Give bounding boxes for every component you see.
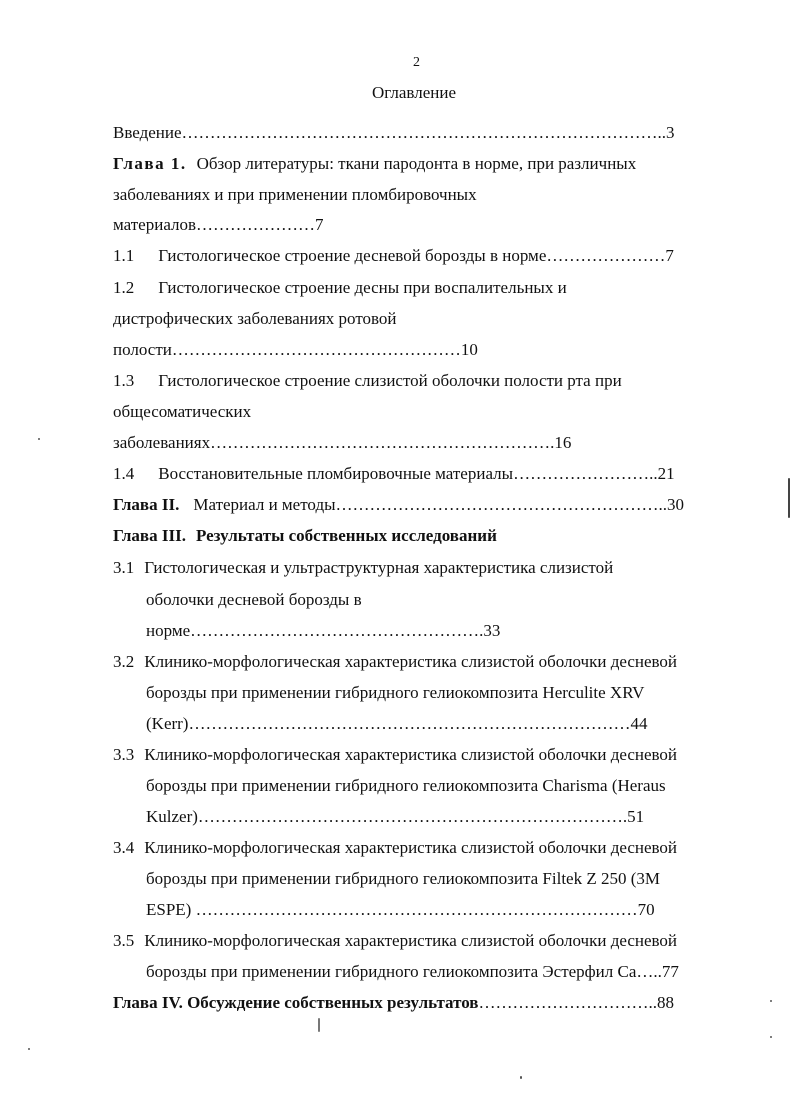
toc-entry-intro — [113, 123, 675, 143]
toc-page-number: 51 — [627, 807, 645, 826]
toc-page-number: 77 — [661, 962, 679, 981]
toc-chapter-label: Глава IV. — [113, 993, 183, 1012]
scan-artifact — [520, 1076, 522, 1079]
toc-section-number: 1.2 — [113, 278, 135, 297]
toc-chapter-label: Глава III. — [113, 526, 186, 545]
toc-section-3-3: 3.3 Клинико-морфологическая характеристика слизистой оболочки десневой — [113, 745, 678, 764]
toc-section-3-2-line2: борозды при применении гибридного гелиокомпозита Herculite XRV — [146, 683, 645, 702]
toc-section-1-3-line2: общесоматических — [113, 402, 252, 421]
toc-chapter-3: Глава III. Результаты собственных исследований — [113, 526, 497, 545]
toc-chapter-2: Глава II. Материал и методы…………………………………………………..30 — [113, 495, 685, 514]
toc-page-number: 33 — [483, 621, 501, 640]
toc-leader-dots: …………………………………………………………………… — [195, 900, 638, 919]
toc-leader-dots: …………………….. — [513, 464, 658, 483]
toc-section-number: 3.5 — [113, 931, 135, 950]
toc-section-1-1: 1.1 Гистологическое строение десневой борозды в норме…………………7 — [113, 246, 674, 265]
toc-page-number: 21 — [657, 464, 675, 483]
toc-chapter-label: Глава 1. — [113, 154, 187, 173]
toc-section-3-1-line3: норме…………………………………………….33 — [146, 621, 501, 640]
scan-artifact — [770, 1036, 772, 1038]
toc-chapter-1-line2: заболеваниях и при применении пломбировочных — [113, 185, 477, 204]
toc-leader-dots: ………………………………………………….. — [335, 495, 668, 514]
toc-section-3-1-line2: оболочки десневой борозды в — [146, 590, 362, 609]
toc-leader-dots: ……………………………………………………. — [210, 433, 555, 452]
toc-section-1-2-line2: дистрофических заболеваниях ротовой — [113, 309, 397, 328]
toc-page-number: 44 — [630, 714, 648, 733]
toc-section-3-5: 3.5 Клинико-морфологическая характеристика слизистой оболочки десневой — [113, 931, 678, 950]
scan-artifact — [770, 1000, 772, 1002]
toc-section-number: 1.3 — [113, 371, 135, 390]
toc-entry-title: Обзор литературы: ткани пародонта в норме, при различных — [196, 154, 637, 173]
toc-section-3-3-line3: Kulzer)………………………………………………………………….51 — [146, 807, 645, 826]
toc-page-number: 88 — [656, 993, 674, 1012]
toc-leader-dots: ………………………….. — [478, 993, 657, 1012]
toc-leader-dots: …………………………………………… — [171, 340, 461, 359]
toc-chapter-1 — [113, 154, 636, 174]
toc-entry-title: Введение — [113, 123, 182, 142]
scan-artifact — [28, 1048, 30, 1050]
toc-section-number: 3.4 — [113, 838, 135, 857]
toc-section-1-2-line3: полости……………………………………………10 — [113, 340, 478, 359]
scan-artifact — [318, 1018, 320, 1032]
toc-section-3-1: 3.1 Гистологическая и ультраструктурная характеристика слизистой — [113, 558, 614, 577]
toc-section-3-4-line3: ESPE) ……………………………………………………………………70 — [146, 900, 655, 919]
toc-page-number: 70 — [637, 900, 655, 919]
toc-section-3-3-line2: борозды при применении гибридного гелиокомпозита Charisma (Heraus — [146, 776, 666, 795]
toc-section-number: 1.1 — [113, 246, 135, 265]
scan-artifact — [38, 438, 40, 440]
toc-chapter-1-line3: материалов…………………7 — [113, 215, 324, 234]
toc-leader-dots: ………………… — [546, 246, 666, 265]
toc-section-1-2: 1.2 Гистологическое строение десны при воспалительных и — [113, 278, 567, 297]
toc-page-number: 7 — [665, 246, 674, 265]
toc-leader-dots: …………………………………………………………………… — [188, 714, 631, 733]
toc-leader-dots: …………………………………………………………………. — [197, 807, 628, 826]
toc-section-3-4: 3.4 Клинико-морфологическая характеристика слизистой оболочки десневой — [113, 838, 678, 857]
toc-section-1-4: 1.4 Восстановительные пломбировочные материалы……………………..21 — [113, 464, 675, 483]
toc-page-number: 7 — [315, 215, 324, 234]
toc-section-number: 3.3 — [113, 745, 135, 764]
toc-page-number: 10 — [460, 340, 478, 359]
page-number: 2 — [413, 55, 420, 70]
toc-heading: Оглавление — [372, 83, 456, 102]
toc-section-1-3: 1.3 Гистологическое строение слизистой оболочки полости рта при — [113, 371, 622, 390]
toc-page-number: 30 — [667, 495, 685, 514]
toc-section-number: 3.1 — [113, 558, 135, 577]
toc-page-number: 16 — [554, 433, 572, 452]
scan-artifact — [788, 478, 790, 518]
toc-section-3-4-line2: борозды при применении гибридного гелиокомпозита Filtek Z 250 (3M — [146, 869, 661, 888]
toc-section-3-2: 3.2 Клинико-морфологическая характеристика слизистой оболочки десневой — [113, 652, 678, 671]
toc-leader-dots: ……………………………………………. — [190, 621, 484, 640]
toc-chapter-label: Глава II. — [113, 495, 180, 514]
toc-leader-dots: ………………… — [196, 215, 316, 234]
toc-page-number: 3 — [666, 123, 675, 142]
toc-section-3-2-line3: (Kerr)……………………………………………………………………44 — [146, 714, 648, 733]
toc-section-1-3-line3: заболеваниях…………………………………………………….16 — [113, 433, 572, 452]
toc-section-number: 1.4 — [113, 464, 135, 483]
toc-leader-dots: ………………………………………………………………………….. — [181, 123, 667, 142]
toc-leader-dots: ….. — [636, 962, 662, 981]
toc-section-3-5-line2: борозды при применении гибридного гелиокомпозита Эстерфил Са…..77 — [146, 962, 679, 981]
toc-section-number: 3.2 — [113, 652, 135, 671]
toc-chapter-4: Глава IV. Обсуждение собственных результатов…………………………..88 — [113, 993, 674, 1012]
